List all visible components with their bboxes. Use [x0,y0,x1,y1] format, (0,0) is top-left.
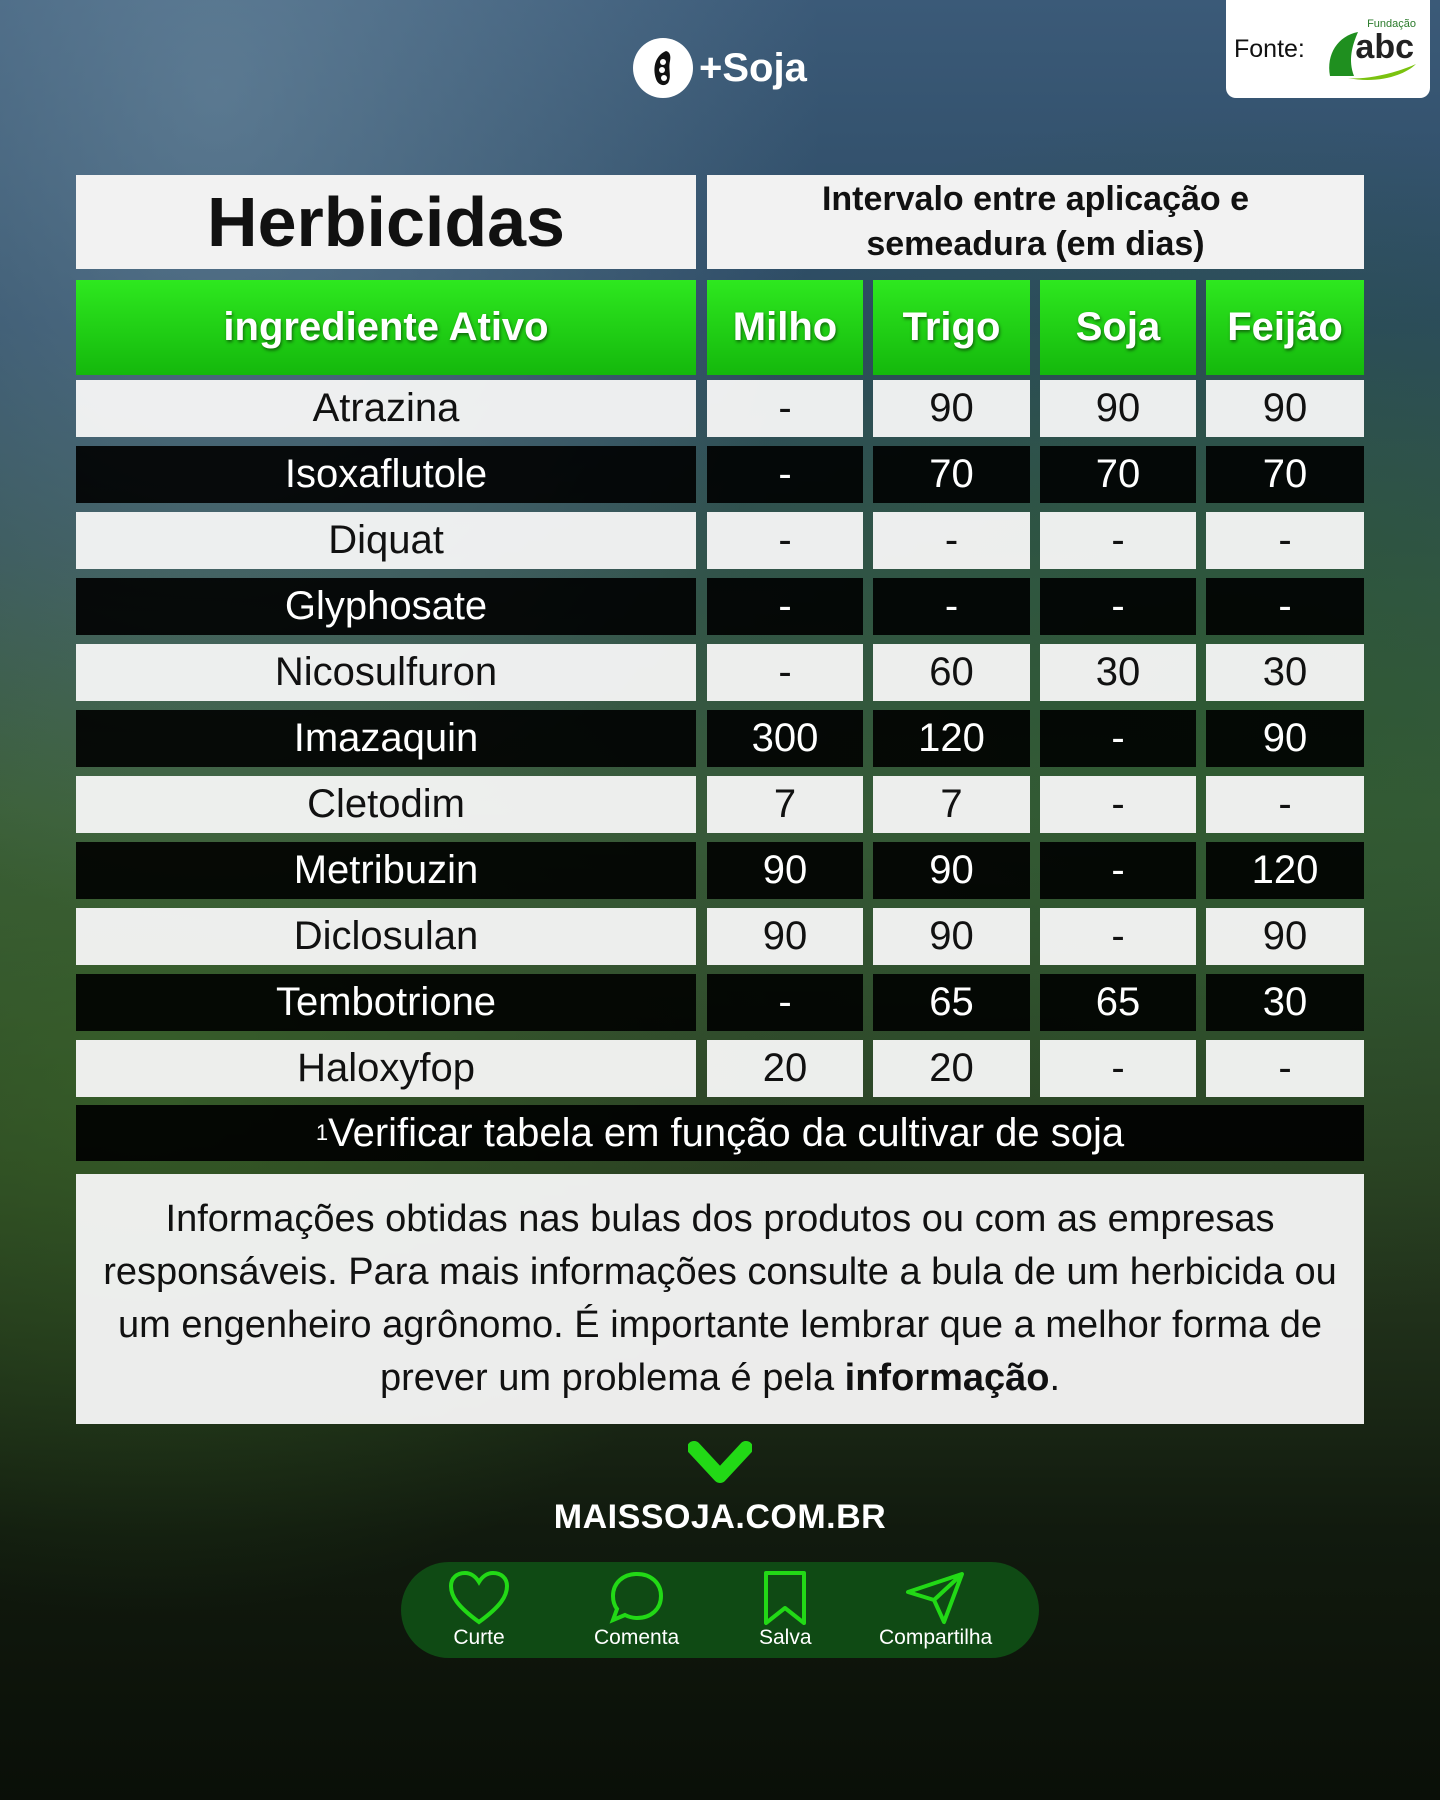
interval-value-cell: 20 [873,1040,1030,1097]
interval-header [822,177,1249,267]
herbicide-name-cell: Haloxyfop [76,1040,696,1097]
interval-value-cell: - [1040,512,1196,569]
interval-value-cell: 65 [873,974,1030,1031]
interval-value-cell: - [1040,842,1196,899]
interval-value-cell: 65 [1040,974,1196,1031]
interval-value-cell: - [707,644,863,701]
interval-value-cell: - [1206,1040,1364,1097]
herbicide-name-cell: Diquat [76,512,696,569]
herbicide-name-cell: Nicosulfuron [76,644,696,701]
source-badge [1226,0,1430,98]
interval-value-cell: - [707,446,863,503]
interval-value-cell: - [873,578,1030,635]
interval-header-cell [707,175,1364,269]
info-text: Informações obtidas nas bulas dos produtos ou com as empresas responsáveis. Para mais informações consulte a bula de um herbicida ou um engenheiro agrônomo. É importante lembrar que a melhor forma de prever um problema é pela [103,1198,1337,1399]
logo-small-text: Fundação [1367,18,1416,30]
interval-value-cell: 30 [1206,644,1364,701]
footnote-mark: 1 [315,1120,329,1145]
interval-value-cell: 90 [873,908,1030,965]
comment-label: Comenta [594,1626,680,1649]
herbicide-name-cell: Metribuzin [76,842,696,899]
interval-value-cell: 90 [1206,380,1364,437]
column-header-crop: Milho [707,280,863,375]
column-header-ingredient: ingrediente Ativo [76,280,696,375]
interval-value-cell: 300 [707,710,863,767]
herbicide-name-cell: Diclosulan [76,908,696,965]
table-title-cell [76,175,696,269]
interval-value-cell: 90 [1040,380,1196,437]
footnote-text: Verificar tabela em função da cultivar de soja [328,1110,1125,1155]
info-end: . [1049,1357,1061,1399]
soy-icon [633,38,693,98]
herbicide-name-cell: Atrazina [76,380,696,437]
share-label: Compartilha [879,1626,993,1649]
interval-value-cell: - [707,380,863,437]
interval-value-cell: 90 [1206,908,1364,965]
column-header-crop: Soja [1040,280,1196,375]
interval-value-cell: 20 [707,1040,863,1097]
table-title: Herbicidas [207,183,565,261]
interval-value-cell: 120 [1206,842,1364,899]
interval-value-cell: 70 [873,446,1030,503]
interval-value-cell: 60 [873,644,1030,701]
herbicide-name-cell: Cletodim [76,776,696,833]
chevron-down-icon [688,1440,752,1491]
interval-value-cell: - [873,512,1030,569]
interval-value-cell: - [707,974,863,1031]
share-button[interactable] [879,1570,992,1650]
interval-value-cell: 90 [707,842,863,899]
interval-value-cell: - [1040,1040,1196,1097]
website-link[interactable]: MAISSOJA.COM.BR [553,1498,887,1536]
herbicide-name-cell: Imazaquin [76,710,696,767]
interval-value-cell: - [1040,578,1196,635]
interval-value-cell: 7 [707,776,863,833]
interval-value-cell: - [1040,776,1196,833]
interval-value-cell: 70 [1206,446,1364,503]
like-label: Curte [453,1626,505,1649]
brand-name: +Soja [699,45,807,90]
like-button[interactable] [447,1570,511,1650]
column-header-crop: Trigo [873,280,1030,375]
social-actions-bar [401,1562,1039,1658]
interval-value-cell: 7 [873,776,1030,833]
interval-value-cell: - [1040,908,1196,965]
interval-value-cell: 70 [1040,446,1196,503]
interval-value-cell: - [1206,512,1364,569]
interval-value-cell: 120 [873,710,1030,767]
comment-icon [605,1570,669,1626]
interval-value-cell: 30 [1206,974,1364,1031]
send-icon [904,1570,968,1626]
herbicide-name-cell: Tembotrione [76,974,696,1031]
brand-logo [633,38,807,98]
interval-header-line2: semeadura (em dias) [866,225,1205,263]
heart-icon [447,1570,511,1626]
info-paragraph [86,1193,1354,1405]
save-label: Salva [759,1626,812,1649]
fundacao-abc-logo [1324,14,1420,84]
logo-main-text: abc [1355,28,1414,66]
interval-value-cell: - [1040,710,1196,767]
comment-button[interactable] [594,1570,679,1650]
interval-value-cell: 90 [1206,710,1364,767]
interval-value-cell: - [707,578,863,635]
interval-value-cell: - [1206,578,1364,635]
interval-value-cell: 90 [707,908,863,965]
herbicide-name-cell: Glyphosate [76,578,696,635]
interval-value-cell: 30 [1040,644,1196,701]
interval-value-cell: - [1206,776,1364,833]
bookmark-icon [760,1570,810,1626]
interval-value-cell: 90 [873,380,1030,437]
source-label: Fonte: [1234,34,1305,63]
herbicide-name-cell: Isoxaflutole [76,446,696,503]
save-button[interactable] [759,1570,812,1650]
interval-value-cell: - [707,512,863,569]
column-header-crop: Feijão [1206,280,1364,375]
info-box [76,1174,1364,1424]
interval-header-line1: Intervalo entre aplicação e [821,180,1250,218]
table-footnote [76,1105,1364,1161]
info-emphasis: informação [844,1357,1050,1399]
interval-value-cell: 90 [873,842,1030,899]
